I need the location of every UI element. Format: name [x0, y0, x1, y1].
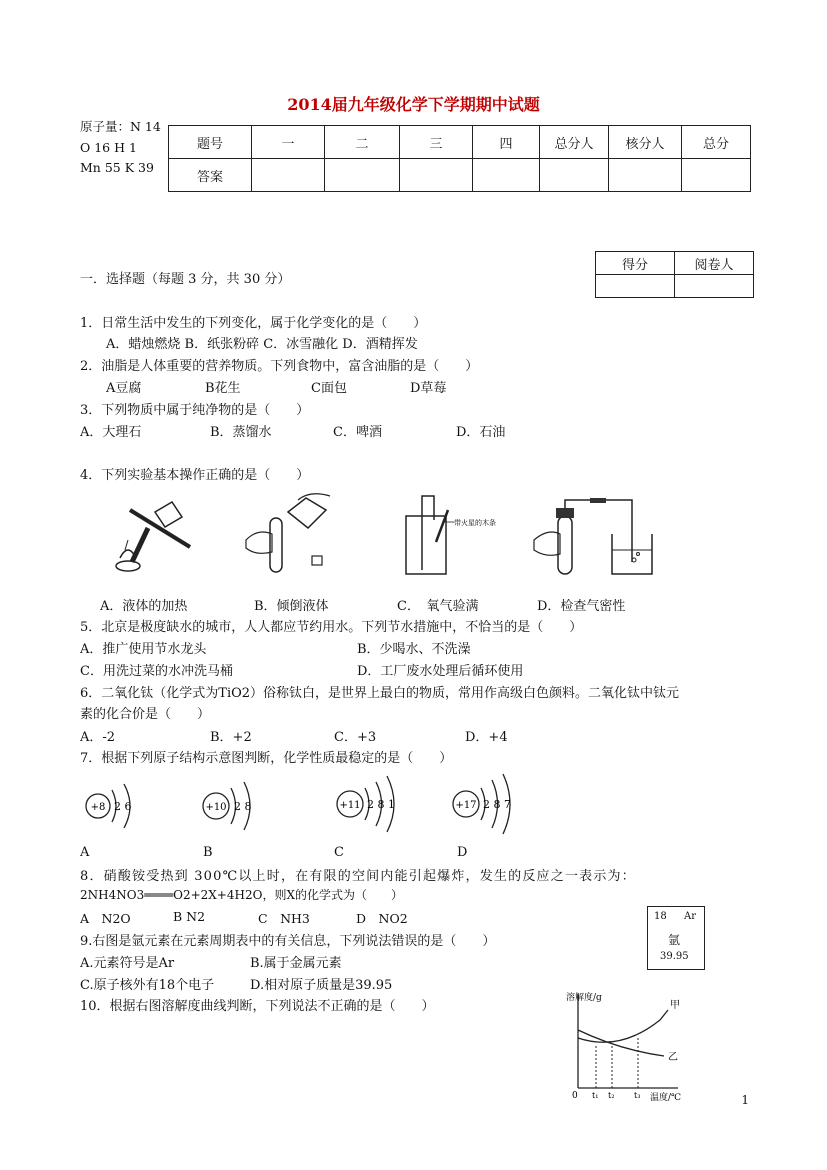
- section-heading: 一．选择题（每题 3 分，共 30 分）: [80, 272, 291, 287]
- grader-reviewer-cell: [675, 275, 754, 298]
- element-mass: 39.95: [660, 951, 689, 962]
- atom-label-a: A: [80, 845, 90, 860]
- figure-airtightness: [530, 494, 660, 582]
- page-number: 1: [741, 1093, 749, 1107]
- option-a: A．推广使用节水龙头: [80, 642, 207, 657]
- nucleus-label: +17: [455, 800, 477, 811]
- score-header-cell: 核分人: [609, 126, 682, 159]
- graph-t1: t₁: [592, 1091, 599, 1100]
- option-b: B．+2: [210, 730, 252, 745]
- grader-score-label: 得分: [596, 252, 675, 275]
- option-c: C．啤酒: [333, 425, 382, 440]
- page-title: 2014届九年级化学下学期期中试题: [287, 95, 540, 114]
- option-b: B．蒸馏水: [210, 425, 272, 440]
- atomic-mass-note: 原子量：N 14 O 16 H 1 Mn 55 K 39: [80, 119, 174, 175]
- question-1-options: A．蜡烛燃烧 B．纸张粉碎 C．冰雪融化 D．酒精挥发: [106, 337, 418, 352]
- shell-label: 2 8 1: [367, 798, 395, 811]
- question-1: 1．日常生活中发生的下列变化，属于化学变化的是（ ）: [80, 316, 427, 331]
- question-10: 10．根据右图溶解度曲线判断，下列说法不正确的是（ ）: [80, 999, 435, 1014]
- option-b: B．倾倒液体: [254, 599, 329, 614]
- atom-diagram-b: [198, 778, 288, 836]
- grader-reviewer-label: 阅卷人: [675, 252, 754, 275]
- grader-score-cell: [596, 275, 675, 298]
- score-cell: [473, 159, 540, 192]
- option-a: A.元素符号是Ar: [80, 956, 175, 971]
- option-d: D．+4: [465, 730, 508, 745]
- option-a: A N2O: [80, 911, 131, 926]
- option-d: D NO2: [356, 911, 408, 926]
- question-2: 2．油脂是人体重要的营养物质。下列食物中，富含油脂的是（ ）: [80, 359, 479, 374]
- nucleus-label: +8: [90, 802, 106, 813]
- atom-label-c: C: [334, 845, 344, 860]
- score-table: [168, 125, 751, 192]
- score-header-cell: 总分: [682, 126, 751, 159]
- option-c: C．+3: [334, 730, 377, 745]
- option-c: C NH3: [258, 911, 310, 926]
- series-label-jia: 甲: [670, 1000, 680, 1011]
- atom-label-d: D: [457, 845, 468, 860]
- question-4: 4．下列实验基本操作正确的是（ ）: [80, 468, 310, 483]
- question-5: 5．北京是极度缺水的城市，人人都应节约用水。下列节水措施中，不恰当的是（ ）: [80, 620, 583, 635]
- option-d: D.相对原子质量是39.95: [250, 978, 393, 993]
- score-cell: [609, 159, 682, 192]
- score-header-cell: 题号: [169, 126, 252, 159]
- option-a: A．大理石: [80, 425, 142, 440]
- shell-label: 2 8: [234, 800, 252, 813]
- element-name: 氩: [668, 933, 681, 947]
- figure-pouring-liquid: [238, 490, 338, 578]
- question-6-cont: 素的化合价是（ ）: [80, 707, 211, 722]
- score-header-cell: 三: [400, 126, 473, 159]
- atom-label-b: B: [203, 845, 213, 860]
- option-c: C． 氧气验满: [397, 599, 479, 614]
- score-row-label: 答案: [169, 159, 252, 192]
- score-cell: [540, 159, 609, 192]
- option-c: C．用洗过菜的水冲洗马桶: [80, 664, 233, 679]
- grader-table: [595, 251, 754, 298]
- shell-label: 2 6: [114, 800, 132, 813]
- shell-label: 2 8 7: [483, 798, 511, 811]
- fig-c-label: 带火星的木条: [454, 519, 496, 527]
- figure-liquid-heating: [110, 492, 200, 574]
- graph-t3: t₃: [634, 1091, 641, 1100]
- question-6: 6．二氧化钛（化学式为TiO2）俗称钛白，是世界上最白的物质，常用作高级白色颜料。二氧化钛中钛元: [80, 686, 680, 701]
- option-b: B花生: [205, 381, 241, 396]
- option-c: C.原子核外有18个电子: [80, 978, 215, 993]
- option-b: B.属于金属元素: [250, 956, 342, 971]
- element-number: 18: [654, 911, 667, 922]
- atom-diagram-d: [450, 772, 550, 838]
- option-a: A．液体的加热: [100, 599, 188, 614]
- nucleus-label: +11: [339, 800, 361, 811]
- series-label-yi: 乙: [668, 1052, 678, 1063]
- question-9: 9.右图是氩元素在元素周期表中的有关信息，下列说法错误的是（ ）: [80, 934, 496, 949]
- option-d: D．检查气密性: [537, 599, 626, 614]
- nucleus-label: +10: [205, 802, 227, 813]
- option-d: D．石油: [456, 425, 506, 440]
- atom-diagram-a: [82, 780, 172, 836]
- question-3: 3．下列物质中属于纯净物的是（ ）: [80, 403, 310, 418]
- score-header-cell: 总分人: [540, 126, 609, 159]
- question-8: 8．硝酸铵受热到 300℃以上时，在有限的空间内能引起爆炸，发生的反应之一表示为：: [80, 869, 636, 884]
- question-7: 7．根据下列原子结构示意图判断，化学性质最稳定的是（ ）: [80, 751, 453, 766]
- score-header-cell: 四: [473, 126, 540, 159]
- solubility-graph: [560, 990, 710, 1108]
- element-card: [647, 906, 705, 970]
- graph-origin: 0: [572, 1091, 578, 1101]
- graph-ylabel: 溶解度/g: [566, 993, 602, 1003]
- score-cell: [325, 159, 400, 192]
- option-d: D．工厂废水处理后循环使用: [357, 664, 524, 679]
- option-b: B N2: [173, 909, 206, 924]
- score-cell: [400, 159, 473, 192]
- score-cell: [682, 159, 751, 192]
- option-c: C面包: [311, 381, 347, 396]
- question-8-equation: 2NH4NO3════O2+2X+4H2O，则X的化学式为（ ）: [80, 888, 403, 902]
- figure-oxygen-test: [392, 490, 502, 580]
- score-header-cell: 一: [252, 126, 325, 159]
- option-a: A．-2: [80, 730, 116, 745]
- graph-xlabel: 温度/℃: [650, 1093, 682, 1103]
- option-d: D草莓: [410, 381, 447, 396]
- atom-diagram-c: [332, 774, 432, 838]
- option-b: B．少喝水、不洗澡: [357, 642, 471, 657]
- option-a: A豆腐: [106, 381, 142, 396]
- element-symbol: Ar: [684, 911, 697, 922]
- graph-t2: t₂: [608, 1091, 615, 1100]
- score-header-cell: 二: [325, 126, 400, 159]
- score-cell: [252, 159, 325, 192]
